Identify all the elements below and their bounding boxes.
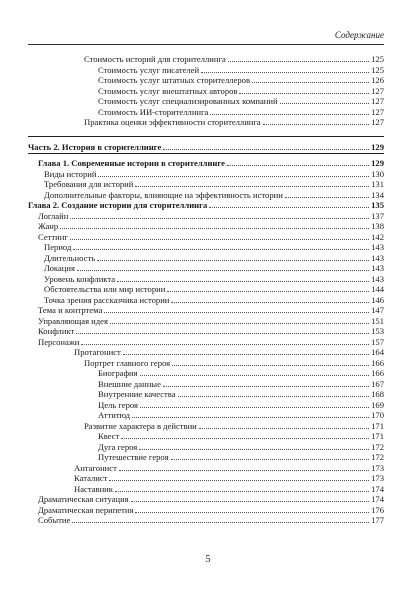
toc-entry-title: Цель героя xyxy=(98,399,138,410)
toc-entry-title: Протагонист xyxy=(74,347,121,357)
toc-entry xyxy=(98,379,384,389)
toc-entry xyxy=(38,494,384,504)
toc-entry-page: 134 xyxy=(371,189,384,200)
dot-leader xyxy=(172,365,369,366)
dot-leader xyxy=(76,333,369,334)
toc-entry-title: Стоимость услуг специализированных компаний xyxy=(98,96,278,106)
toc-entry-page: 126 xyxy=(371,75,384,85)
dot-leader xyxy=(252,82,369,83)
toc-entry-title: Портрет главного героя xyxy=(84,357,171,368)
toc-entry-title: Дуга героя xyxy=(98,441,138,452)
toc-entry-title: Стоимость ИИ-сторителлинга xyxy=(98,106,209,117)
toc-entry-title: Логлайн xyxy=(38,210,69,221)
toc-entry-title: Жанр xyxy=(38,221,59,231)
toc-entry xyxy=(74,484,384,494)
toc-entry xyxy=(74,473,384,483)
toc-entry-title: Квест xyxy=(98,431,120,441)
dot-leader xyxy=(132,417,369,418)
dot-leader xyxy=(139,449,369,450)
toc-entry-title: Внешние данные xyxy=(98,378,161,389)
toc-entry xyxy=(38,337,384,347)
toc-entry xyxy=(44,274,384,284)
toc-entry xyxy=(84,117,384,127)
toc-entry xyxy=(98,431,384,441)
toc-entry-page: 157 xyxy=(371,336,384,347)
toc-entry xyxy=(74,463,384,473)
toc-entry-title: Развитие характера в действии xyxy=(84,420,197,431)
toc-entry-title: Стоимость услуг штатных сторителлеров xyxy=(98,75,251,85)
dot-leader xyxy=(171,459,370,460)
toc-entry-page: 170 xyxy=(371,410,384,420)
toc-entry-title: Требования для историй xyxy=(44,179,134,189)
toc-entry-title: Аттитюд xyxy=(98,410,130,420)
toc-entry-title: Локация xyxy=(44,263,75,273)
toc-entry xyxy=(44,284,384,294)
toc-entry-page: 169 xyxy=(371,399,384,410)
toc-entry-title: Путешествие героя xyxy=(98,452,169,462)
toc-entry-page: 129 xyxy=(371,158,384,168)
dot-leader xyxy=(201,72,369,73)
toc-entry-page: 143 xyxy=(371,252,384,263)
toc-entry xyxy=(98,65,384,75)
toc-entry-page: 153 xyxy=(371,326,384,336)
toc-entry xyxy=(98,400,384,410)
dot-leader xyxy=(140,407,369,408)
part-divider-rule xyxy=(28,136,384,137)
toc-entry-title: Каталист xyxy=(74,473,108,483)
toc-entry-page: 131 xyxy=(371,179,384,189)
dot-leader xyxy=(123,354,369,355)
toc-entry-title: Драматическая перипетия xyxy=(38,504,134,515)
toc-entry xyxy=(38,211,384,221)
dot-leader xyxy=(210,114,369,115)
toc-entry-page: 143 xyxy=(371,242,384,252)
toc-entry-page: 142 xyxy=(371,231,384,242)
toc-entry xyxy=(84,54,384,64)
toc-entry-page: 171 xyxy=(371,420,384,431)
dot-leader xyxy=(110,323,369,324)
dot-leader xyxy=(70,218,369,219)
toc-entry xyxy=(44,179,384,189)
dot-leader xyxy=(239,93,369,94)
toc-entry xyxy=(84,358,384,368)
toc-entry-page: 174 xyxy=(371,483,384,494)
toc-entry-page: 129 xyxy=(371,142,384,152)
toc-entry xyxy=(28,200,384,210)
toc-entry-title: Событие xyxy=(38,515,71,525)
toc-entry-title: Конфликт xyxy=(38,326,75,336)
toc-entry xyxy=(98,410,384,420)
toc-entry xyxy=(44,190,384,200)
toc-entry xyxy=(98,75,384,85)
dot-leader xyxy=(117,281,369,282)
toc-entry-page: 147 xyxy=(371,305,384,315)
dot-leader xyxy=(98,176,369,177)
dot-leader xyxy=(140,375,370,376)
toc-entry xyxy=(98,96,384,106)
toc-entry-page: 171 xyxy=(371,431,384,441)
page-number: 5 xyxy=(205,554,211,565)
toc-entry-page: 173 xyxy=(371,462,384,473)
toc-entry-title: Драматическая ситуация xyxy=(38,494,129,504)
dot-leader xyxy=(60,228,369,229)
toc-entry-page: 172 xyxy=(371,441,384,452)
dot-leader xyxy=(97,260,369,261)
toc-entry-page: 166 xyxy=(371,357,384,368)
toc-entry-title: Часть 2. История в сторителлинге xyxy=(28,142,162,152)
dot-leader xyxy=(163,386,369,387)
toc-entry-page: 127 xyxy=(371,85,384,96)
toc-entry-title: Антагонист xyxy=(74,462,117,473)
toc-entry xyxy=(98,442,384,452)
toc-entry xyxy=(38,158,384,168)
dot-leader xyxy=(70,239,369,240)
toc-entry xyxy=(98,368,384,378)
toc-entry-page: 177 xyxy=(371,515,384,525)
toc-entry xyxy=(44,242,384,252)
toc-entry xyxy=(74,347,384,357)
toc-entry-page: 144 xyxy=(371,284,384,294)
part-divider-rule xyxy=(28,153,384,154)
toc-entry-title: Управляющая идея xyxy=(38,315,108,326)
toc-entry-title: Персонажи xyxy=(38,336,80,347)
dot-leader xyxy=(228,61,369,62)
dot-leader xyxy=(81,344,369,345)
toc-entry xyxy=(28,142,384,152)
toc-entry-page: 172 xyxy=(371,452,384,462)
toc-entry xyxy=(44,169,384,179)
toc-entry-page: 127 xyxy=(371,96,384,106)
running-header: Содержание xyxy=(334,30,384,40)
toc-entry-page: 174 xyxy=(371,494,384,504)
toc-entry xyxy=(38,316,384,326)
toc-entry-page: 167 xyxy=(371,378,384,389)
toc-entry-title: Стоимость историй для сторителлинга xyxy=(84,54,226,64)
dot-leader xyxy=(104,312,369,313)
toc-entry xyxy=(98,107,384,117)
toc-entry-title: Дополнительные факторы, влияющие на эффективность истории xyxy=(44,189,283,200)
dot-leader xyxy=(115,491,369,492)
toc-entry-title: Практика оценки эффективности сторителлинга xyxy=(84,117,261,127)
dot-leader xyxy=(280,103,370,104)
toc-entry xyxy=(38,221,384,231)
toc-entry-page: 151 xyxy=(371,315,384,326)
dot-leader xyxy=(227,165,369,166)
toc-entry-title: Длительность xyxy=(44,252,96,263)
toc-entry-title: Наставник xyxy=(74,483,113,494)
dot-leader xyxy=(171,302,369,303)
dot-leader xyxy=(178,396,370,397)
toc-entry xyxy=(38,515,384,525)
toc-entry-title: Внутренние качества xyxy=(98,389,176,399)
toc-entry-title: Стоимость услуг внештатных авторов xyxy=(98,85,238,96)
toc-entry-page: 143 xyxy=(371,263,384,273)
toc-entry xyxy=(38,505,384,515)
dot-leader xyxy=(119,470,369,471)
toc-entry xyxy=(44,253,384,263)
toc-entry-title: Обстоятельства или мир истории xyxy=(44,284,166,294)
dot-leader xyxy=(135,512,369,513)
toc-entry-page: 127 xyxy=(371,117,384,127)
toc-entry xyxy=(44,295,384,305)
toc-entry-title: Биография xyxy=(98,368,138,378)
toc-entry xyxy=(84,421,384,431)
toc-entry xyxy=(98,86,384,96)
toc-entry-page: 146 xyxy=(371,294,384,305)
toc-entry-page: 127 xyxy=(371,106,384,117)
dot-leader xyxy=(131,501,369,502)
toc-entry-page: 138 xyxy=(371,221,384,231)
toc-entry xyxy=(38,232,384,242)
dot-leader xyxy=(209,207,369,208)
dot-leader xyxy=(135,186,369,187)
dot-leader xyxy=(167,291,369,292)
toc-entry-title: Тема и контртема xyxy=(38,305,103,315)
toc-entry-title: Период xyxy=(44,242,72,252)
toc-entry xyxy=(44,263,384,273)
toc-entry-page: 130 xyxy=(371,168,384,179)
toc-entry-title: Точка зрения рассказчика истории xyxy=(44,294,170,305)
toc-entry-page: 137 xyxy=(371,210,384,221)
dot-leader xyxy=(199,428,369,429)
toc-entry-title: Уровень конфликта xyxy=(44,273,116,284)
dot-leader xyxy=(263,124,369,125)
toc-entry xyxy=(38,326,384,336)
toc-entry-page: 166 xyxy=(371,368,384,378)
dot-leader xyxy=(77,270,369,271)
toc-entry xyxy=(38,305,384,315)
dot-leader xyxy=(285,197,369,198)
toc-entry-title: Виды историй xyxy=(44,168,97,179)
toc-entry-page: 164 xyxy=(371,347,384,357)
toc-entry-title: Сеттинг xyxy=(38,231,68,242)
dot-leader xyxy=(121,438,369,439)
dot-leader xyxy=(163,149,369,150)
toc-entry-title: Стоимость услуг писателей xyxy=(98,64,200,75)
toc-entry-page: 168 xyxy=(371,389,384,399)
toc-entry-page: 143 xyxy=(371,273,384,284)
toc-entry xyxy=(98,389,384,399)
toc-entry-page: 173 xyxy=(371,473,384,483)
toc-entry xyxy=(98,452,384,462)
toc-entry-title: Глава 1. Современные истории в сторителлинге xyxy=(38,158,225,168)
dot-leader xyxy=(109,480,369,481)
dot-leader xyxy=(72,522,369,523)
toc-entry-title: Глава 2. Создание истории для сторителлинга xyxy=(28,200,208,210)
toc-entry-page: 176 xyxy=(371,504,384,515)
toc-entry-page: 125 xyxy=(371,54,384,64)
toc-entry-page: 135 xyxy=(371,200,384,210)
dot-leader xyxy=(73,249,369,250)
toc-entry-page: 125 xyxy=(371,64,384,75)
